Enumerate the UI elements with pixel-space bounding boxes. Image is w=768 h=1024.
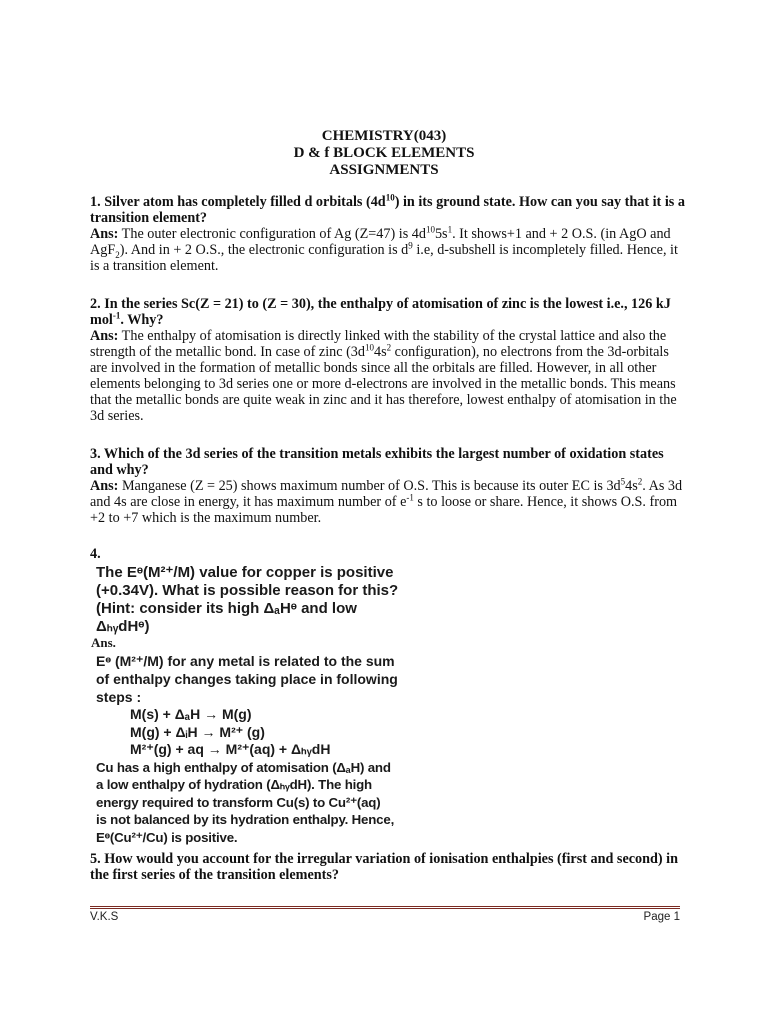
- question-3-text: 3. Which of the 3d series of the transition metals exhibits the largest number of oxidation states and why?: [90, 446, 664, 478]
- answer-label: Ans:: [90, 226, 119, 242]
- answer-4-conclusion-1: Cu has a high enthalpy of atomisation (ΔₐH) and: [96, 759, 391, 775]
- question-2-text: 2. In the series Sc(Z = 21) to (Z = 30), the enthalpy of atomisation of zinc is the lowest i.e., 126 kJ mol$^{-1}$. Why?: [90, 296, 671, 328]
- answer-2: Ans: The enthalpy of atomisation is directly linked with the stability of the crystal lattice and also the strength of the metallic bond. In case of zinc ($3d^{10}4s^2$ configuration), no electrons from the 3d-orbitals are involved in the formation of metallic bonds since all the orbitals are filled. However, in all other elements belonging to 3d series one or more d-electrons are involved in the metallic bonds. This means that the metallic bonds are quite weak in zinc and it has therefore, lowest enthalpy of atomisation in the 3d series.: [90, 328, 677, 424]
- question-4-line-1: The Eᶱ(M²⁺/M) value for copper is positive: [96, 564, 394, 581]
- assignment-title: ASSIGNMENTS: [329, 162, 439, 178]
- answer-4-conclusion-5: Eᶱ(Cu²⁺/Cu) is positive.: [96, 829, 238, 845]
- answer-label: Ans.: [91, 635, 116, 650]
- footer-page-number: Page 1: [643, 911, 680, 923]
- question-4-line-2: (+0.34V). What is possible reason for this?: [96, 582, 399, 599]
- answer-1: Ans: The outer electronic configuration of Ag (Z=47) is $4d^{10}5s^1$. It shows+1 and + 2 O.S. (in AgO and AgF$_2$). And in + 2 O.S., the electronic configuration is $d^9$ i.e, d-subshell is incompletely filled. Hence, it is a transition element.: [90, 224, 678, 274]
- answer-3: Ans: Manganese (Z = 25) shows maximum number of O.S. This is because its outer EC is $3d^54s^2$. As 3d and 4s are close in energy, it has maximum number of $e^{-1}$ s to loose or share. Hence, it shows O.S. from +2 to +7 which is the maximum number.: [90, 476, 683, 526]
- question-1: [90, 194, 688, 274]
- question-1-text: 1. Silver atom has completely filled d orbitals $(4d^{10})$ in its ground state. How can you say that it is a transition element?: [90, 192, 685, 226]
- question-5: [90, 851, 688, 883]
- answer-label: Ans:: [90, 328, 119, 344]
- equation-ionisation: M(g) + ΔᵢH → M²⁺ (g): [130, 723, 265, 740]
- question-4-number: 4.: [90, 546, 101, 562]
- answer-4-conclusion-3: energy required to transform Cu(s) to Cu²⁺(aq): [96, 794, 381, 810]
- question-4-scanned-block: [91, 564, 406, 846]
- question-2: [90, 296, 688, 424]
- answer-4-conclusion-4: is not balanced by its hydration enthalpy. Hence,: [96, 812, 395, 827]
- answer-4-line-1: Eᶱ (M²⁺/M) for any metal is related to the sum: [96, 653, 395, 669]
- subject-title: CHEMISTRY(043): [321, 128, 447, 144]
- equation-hydration: M²⁺(g) + aq → M²⁺(aq) + ΔₕᵧdH: [130, 741, 331, 757]
- document-header: [0, 128, 768, 179]
- answer-4-line-2: of enthalpy changes taking place in following: [96, 671, 398, 687]
- footer-divider: [90, 906, 680, 909]
- equation-atomisation: M(s) + ΔₐH → M(g): [130, 706, 252, 722]
- chapter-title: D & f BLOCK ELEMENTS: [293, 145, 475, 161]
- footer-author: V.K.S: [90, 911, 119, 923]
- answer-label: Ans:: [90, 478, 119, 494]
- answer-4-line-3: steps :: [96, 689, 142, 705]
- question-3: [90, 446, 688, 526]
- question-4-line-3: (Hint: consider its high ΔₐHᶱ and low ΔₕᵧdHᶱ): [96, 600, 357, 635]
- answer-4-conclusion-2: a low enthalpy of hydration (ΔₕᵧdH). The high: [96, 777, 372, 792]
- question-5-text: 5. How would you account for the irregular variation of ionisation enthalpies (first and second) in the first series of the transition elements?: [90, 851, 679, 883]
